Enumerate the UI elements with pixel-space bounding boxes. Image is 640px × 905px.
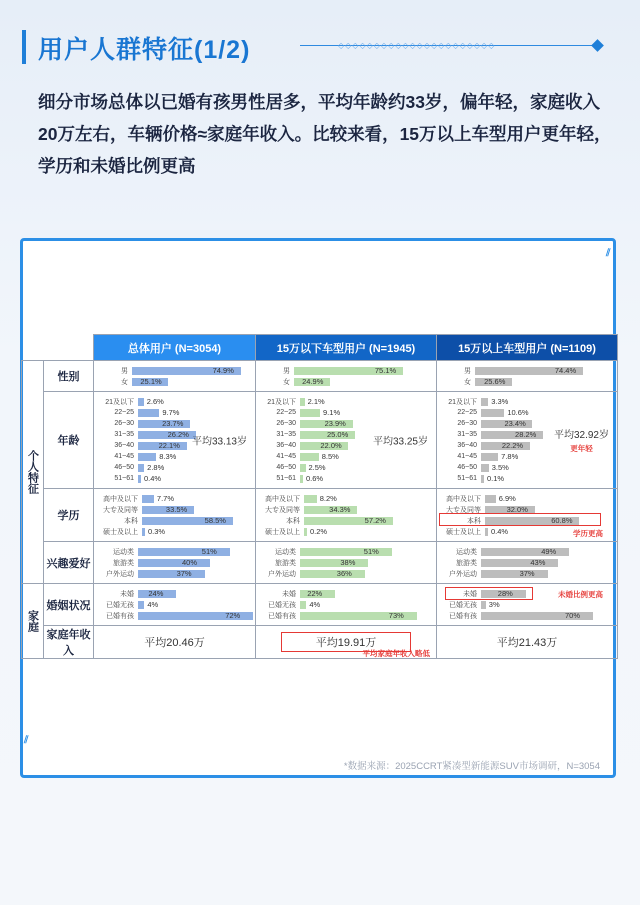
bar [300,464,306,472]
bar-category-label: 46~50 [276,464,296,471]
bar-value-label: 23.4% [504,418,526,428]
bar-category-label: 硕士及以上 [446,528,481,536]
bar-value-label: 33.5% [165,504,188,514]
bar-category-label: 22~25 [276,409,296,416]
bar-category-label: 女 [464,378,471,386]
bar-row [441,568,613,579]
bar-value-label: 0.4% [491,526,509,536]
bar-category-label: 41~45 [114,453,134,460]
bar-value-label: 74.9% [212,365,234,375]
bachelor-highlight-box [439,513,601,526]
bar [142,495,154,503]
bar-category-label: 21及以下 [105,398,134,406]
bar-value-label: 22.1% [158,440,180,450]
bar-value-label: 22.0% [320,440,342,450]
bar-value-label: 72% [225,610,241,620]
bar [138,559,210,567]
bar-value-label: 2.8% [147,462,165,472]
bar-value-label: 40% [182,557,198,567]
bar-row [260,462,432,473]
bar-value-label: 25.1% [140,376,162,386]
bar-category-label: 硕士及以上 [103,528,138,536]
bar-category-label: 51~61 [276,475,296,482]
unmarried-note: 未婚比例更高 [558,590,603,599]
col-header-under-15w: 15万以下车型用户 (N=1945) [256,335,437,361]
bar-value-label: 70% [565,610,581,620]
bar-category-label: 运动类 [456,548,477,556]
bar [138,601,144,609]
hobby-total-bars [94,542,256,584]
bar-row [260,365,432,376]
bar-row [98,473,251,484]
page-summary: 细分市场总体以已婚有孩男性居多，平均年龄约33岁，偏年轻，家庭收入20万左右，车辆价格≈家庭年收入。比较来看，15万以上车型用户更年轻，学历和未婚比例更高 [38,92,612,176]
bar-row [260,599,432,610]
bar-category-label: 男 [283,367,290,375]
user-profile-table [21,334,618,659]
bar-row [441,407,613,418]
bar [485,495,496,503]
bar-category-label: 男 [121,367,128,375]
bar-value-label: 37% [176,568,192,578]
bar-value-label: 73% [388,610,404,620]
bar-row [441,557,613,568]
education-under-bars [256,489,437,542]
bar-value-label: 51% [363,546,379,556]
age-average-value: 平均33.13岁 [191,436,247,448]
bar-row [441,462,613,473]
bar-category-label: 旅游类 [113,559,134,567]
bar-value-label: 8.3% [159,451,177,461]
bar-value-label: 0.3% [148,526,166,536]
bar-row [98,396,251,407]
bar-category-label: 22~25 [457,409,477,416]
bar-category-label: 高中及以下 [103,495,138,503]
row-label-marriage: 婚姻状况 [44,584,94,626]
bar-category-label: 已婚无孩 [106,601,134,609]
bar-value-label: 2.1% [307,396,325,406]
marriage-total-bars [94,584,256,626]
bar-category-label: 女 [121,378,128,386]
bar-value-label: 43% [530,557,546,567]
bar-row [441,610,613,621]
age-under-bars [256,392,437,489]
bar-category-label: 硕士及以上 [265,528,300,536]
row-label-hobby: 兴趣爱好 [44,542,94,584]
bar-category-label: 21及以下 [448,398,477,406]
bar [300,409,320,417]
bar-category-label: 26~30 [114,420,134,427]
hobby-over-bars [437,542,618,584]
title-dots-decoration: ◇◇◇◇◇◇◇◇◇◇◇◇◇◇◇◇◇◇◇◇◇◇ [338,41,496,50]
age-average-under [373,433,428,448]
bar-row [260,504,432,515]
row-label-income: 家庭年收入 [44,626,94,659]
bar-row [98,504,251,515]
bar-category-label: 本科 [124,517,138,525]
bar-row [98,515,251,526]
bar-category-label: 26~30 [276,420,296,427]
bar-value-label: 24% [148,588,164,598]
bar-row [260,526,432,537]
age-average-value: 平均32.92岁 [553,430,609,441]
bar-category-label: 36~40 [276,442,296,449]
bar-row [98,588,251,599]
hobby-under-bars [256,542,437,584]
gender-under-bars [256,361,437,392]
bar-category-label: 51~61 [114,475,134,482]
bar-row [260,546,432,557]
group-label-personal: 个人特征 [22,361,44,584]
income-value: 平均20.46万 [144,637,205,649]
bar-category-label: 女 [283,378,290,386]
bar-category-label: 46~50 [114,464,134,471]
bar-row [98,365,251,376]
bar-row [260,515,432,526]
lower-income-note: 平均家庭年收入略低 [362,649,430,658]
col-header-total: 总体用户 (N=3054) [94,335,256,361]
bar-value-label: 34.3% [329,504,351,514]
marriage-over-bars [437,584,618,626]
bar-row [441,599,613,610]
bar-category-label: 大专及同等 [103,506,138,514]
education-over-bars [437,489,618,542]
bar-value-label: 7.8% [501,451,519,461]
higher-education-note: 学历更高 [573,529,603,538]
bar-value-label: 23.9% [324,418,346,428]
bar-category-label: 已婚无孩 [268,601,296,609]
page-title: 用户人群特征(1/2) [38,36,251,64]
bar-value-label: 8.2% [319,493,337,503]
bar-value-label: 23.7% [162,418,184,428]
bar-category-label: 未婚 [463,590,477,598]
bar-row [441,546,613,557]
bar-category-label: 22~25 [114,409,134,416]
bar-value-label: 75.1% [374,365,397,375]
bar-row [98,557,251,568]
bar-category-label: 户外运动 [449,570,477,578]
bar-value-label: 22.2% [501,440,524,450]
bar-value-label: 0.4% [144,473,162,483]
bar-category-label: 户外运动 [106,570,134,578]
bar-category-label: 31~35 [114,431,134,438]
bar-value-label: 28% [497,588,513,598]
bar-value-label: 4% [309,599,321,609]
bar-row [260,568,432,579]
bar-category-label: 男 [464,367,471,375]
bar-value-label: 26.2% [167,429,189,439]
bar [138,453,156,461]
bar-value-label: 24.9% [302,376,324,386]
bar-value-label: 74.4% [554,365,577,375]
bar-row [98,599,251,610]
education-total-bars [94,489,256,542]
younger-note: 更年轻 [570,444,593,453]
bar-category-label: 未婚 [282,590,296,598]
bar-value-label: 2.5% [308,462,326,472]
age-over-bars [437,392,618,489]
bar-category-label: 户外运动 [268,570,296,578]
bar-row [98,376,251,387]
bar-category-label: 旅游类 [275,559,296,567]
group-label-family: 家庭 [22,584,44,659]
bar-row [98,407,251,418]
bar-row [260,588,432,599]
bar-value-label: 49% [541,546,557,556]
bar-category-label: 已婚无孩 [449,601,477,609]
bar [481,559,558,567]
bar-row [98,462,251,473]
bar-category-label: 36~40 [114,442,134,449]
bar-category-label: 41~45 [276,453,296,460]
bar-category-label: 31~35 [276,431,296,438]
bar-value-label: 36% [336,568,352,578]
bar-value-label: 10.6% [507,407,529,417]
bar [481,464,489,472]
corner-stripes-icon: ⫽ [606,248,611,259]
bar-category-label: 36~40 [457,442,477,449]
bar-row [98,493,251,504]
income-value: 平均21.43万 [496,637,558,649]
bar-value-label: 22% [307,588,323,598]
bar-category-label: 运动类 [275,548,296,556]
bar-row [260,493,432,504]
bar-value-label: 25.6% [484,376,506,386]
bar [481,409,504,417]
age-average-over [554,426,609,454]
bar-value-label: 0.6% [306,473,324,483]
bar-category-label: 大专及同等 [265,506,300,514]
bar-value-label: 6.9% [498,493,516,503]
bar-row [98,546,251,557]
bar-category-label: 41~45 [457,453,477,460]
corner-stripes-icon: ⫽ [24,735,29,746]
bar-category-label: 本科 [467,517,481,525]
bar-value-label: 0.2% [310,526,328,536]
bar-value-label: 0.1% [487,473,505,483]
bar-value-label: 3% [488,599,500,609]
bar-category-label: 高中及以下 [265,495,300,503]
bar-row [98,526,251,537]
income-total [94,626,256,659]
bar [138,409,159,417]
bar-value-label: 51% [201,546,217,556]
bar [138,398,144,406]
bar-row [441,396,613,407]
bar-row [441,365,613,376]
bar [485,528,488,536]
income-value: 平均19.91万 [281,632,412,652]
bar-category-label: 未婚 [120,590,134,598]
bar-row [98,568,251,579]
bar [304,528,307,536]
bar-category-label: 21及以下 [267,398,296,406]
age-total-bars [94,392,256,489]
bar-value-label: 25.0% [327,429,349,439]
bar-value-label: 58.5% [204,515,226,525]
bar [481,453,498,461]
bar-row [260,418,432,429]
bar [481,570,548,578]
bar-row [260,557,432,568]
bar-category-label: 旅游类 [456,559,477,567]
row-label-gender: 性别 [44,361,94,392]
diamond-icon [591,39,604,52]
bar-row [441,493,613,504]
bar-value-label: 60.8% [551,515,573,525]
data-source-note: *数据来源：2025CCRT紧凑型新能源SUV市场调研，N=3054 [343,761,600,772]
bar [138,475,141,483]
row-label-education: 学历 [44,489,94,542]
bar-value-label: 9.7% [162,407,180,417]
bar-row [260,407,432,418]
bar-category-label: 46~50 [457,464,477,471]
bar-value-label: 3.3% [491,396,509,406]
bar-category-label: 已婚有孩 [106,612,134,620]
bar [481,601,486,609]
bar-value-label: 32.0% [506,504,528,514]
bar [300,601,306,609]
bar-category-label: 已婚有孩 [268,612,296,620]
bar-value-label: 8.5% [321,451,339,461]
bar-value-label: 2.6% [146,396,164,406]
bar-row [260,376,432,387]
bar [142,528,145,536]
bar-row [441,376,613,387]
bar-row [98,451,251,462]
bar [481,475,484,483]
bar [138,570,205,578]
bar-row [441,473,613,484]
bar-value-label: 37% [519,568,535,578]
bar-row [260,473,432,484]
bar [300,475,303,483]
title-accent-bar [22,30,26,64]
bar-value-label: 4% [147,599,159,609]
bar-value-label: 38% [340,557,356,567]
unmarried-highlight-box [445,587,533,600]
bar-category-label: 本科 [286,517,300,525]
bar [300,398,305,406]
age-average-total [192,433,247,448]
bar [304,495,317,503]
bar-category-label: 31~35 [457,431,477,438]
bar-value-label: 28.2% [515,429,537,439]
bar-category-label: 已婚有孩 [449,612,477,620]
bar [138,464,144,472]
bar-value-label: 9.1% [323,407,341,417]
bar [300,559,368,567]
income-under [256,626,437,659]
bar-value-label: 57.2% [364,515,386,525]
marriage-under-bars [256,584,437,626]
bar-row [260,610,432,621]
col-header-over-15w: 15万以上车型用户 (N=1109) [437,335,618,361]
bar-row [260,396,432,407]
bar-category-label: 高中及以下 [446,495,481,503]
income-over [437,626,618,659]
bar [481,398,488,406]
gender-total-bars [94,361,256,392]
bar-value-label: 3.5% [491,462,509,472]
age-average-value: 平均33.25岁 [372,436,428,448]
bar [300,453,319,461]
bar-category-label: 大专及同等 [446,506,481,514]
bar-category-label: 运动类 [113,548,134,556]
bar [300,570,365,578]
bar-row [98,610,251,621]
bar-category-label: 51~61 [457,475,477,482]
bar-category-label: 26~30 [457,420,477,427]
row-label-age: 年龄 [44,392,94,489]
bar-row [98,418,251,429]
gender-over-bars [437,361,618,392]
bar-row [260,451,432,462]
bar-value-label: 7.7% [156,493,175,503]
